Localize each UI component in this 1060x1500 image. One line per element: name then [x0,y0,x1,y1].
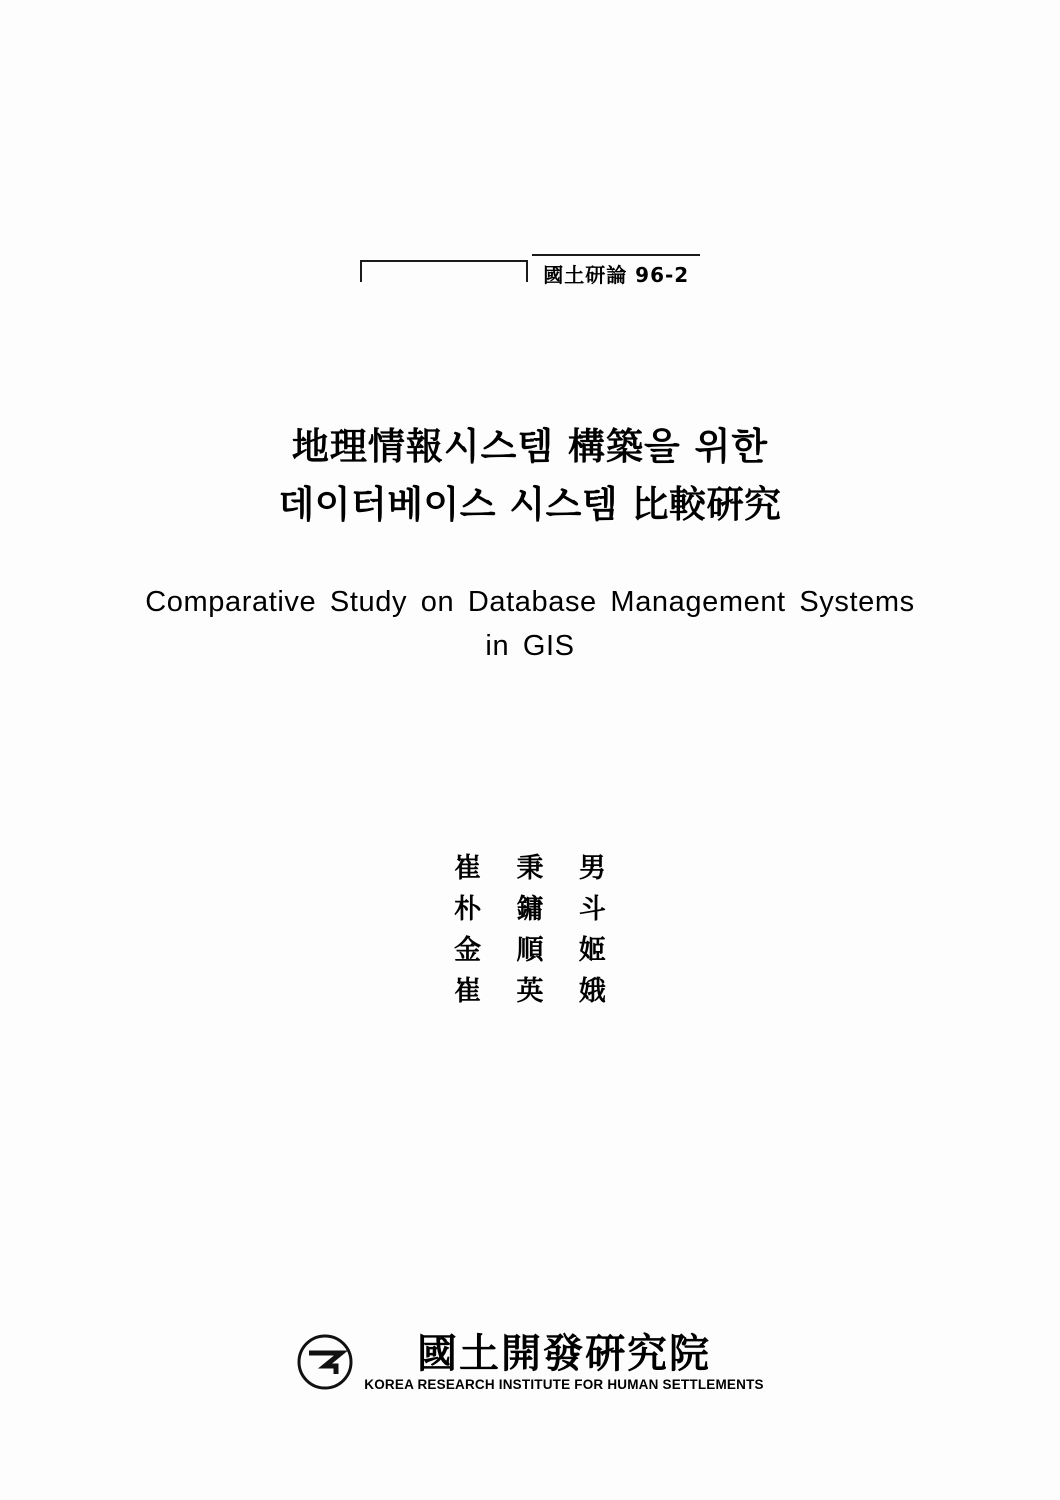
series-box-frame [360,260,528,282]
series-number-block [0,252,1060,288]
krihs-logo-icon [296,1333,354,1391]
author-list [0,848,1060,1012]
title-english-line-2: in GIS [485,630,575,662]
publisher-name-english: KOREA RESEARCH INSTITUTE FOR HUMAN SETTLEMENTS [364,1377,764,1392]
title-korean-line-1: 地理情報시스템 構築을 위한 [291,425,769,468]
publisher-name-korean: 國土開發硏究院 [417,1331,711,1377]
title-korean-line-2: 데이터베이스 시스템 比較硏究 [278,483,782,526]
publisher-text [364,1332,763,1392]
title-english-line-1: Comparative Study on Database Management Systems [145,586,915,618]
author-name: 朴 鏞 斗 [454,894,619,925]
title-english [0,580,1060,668]
title-korean [0,418,1060,534]
publisher-block [0,1332,1060,1392]
author-name: 金 順 姬 [454,935,619,966]
series-number-label: 國土研論 96-2 [532,254,700,288]
author-name: 崔 秉 男 [454,853,619,884]
author-name: 崔 英 娥 [454,976,619,1007]
